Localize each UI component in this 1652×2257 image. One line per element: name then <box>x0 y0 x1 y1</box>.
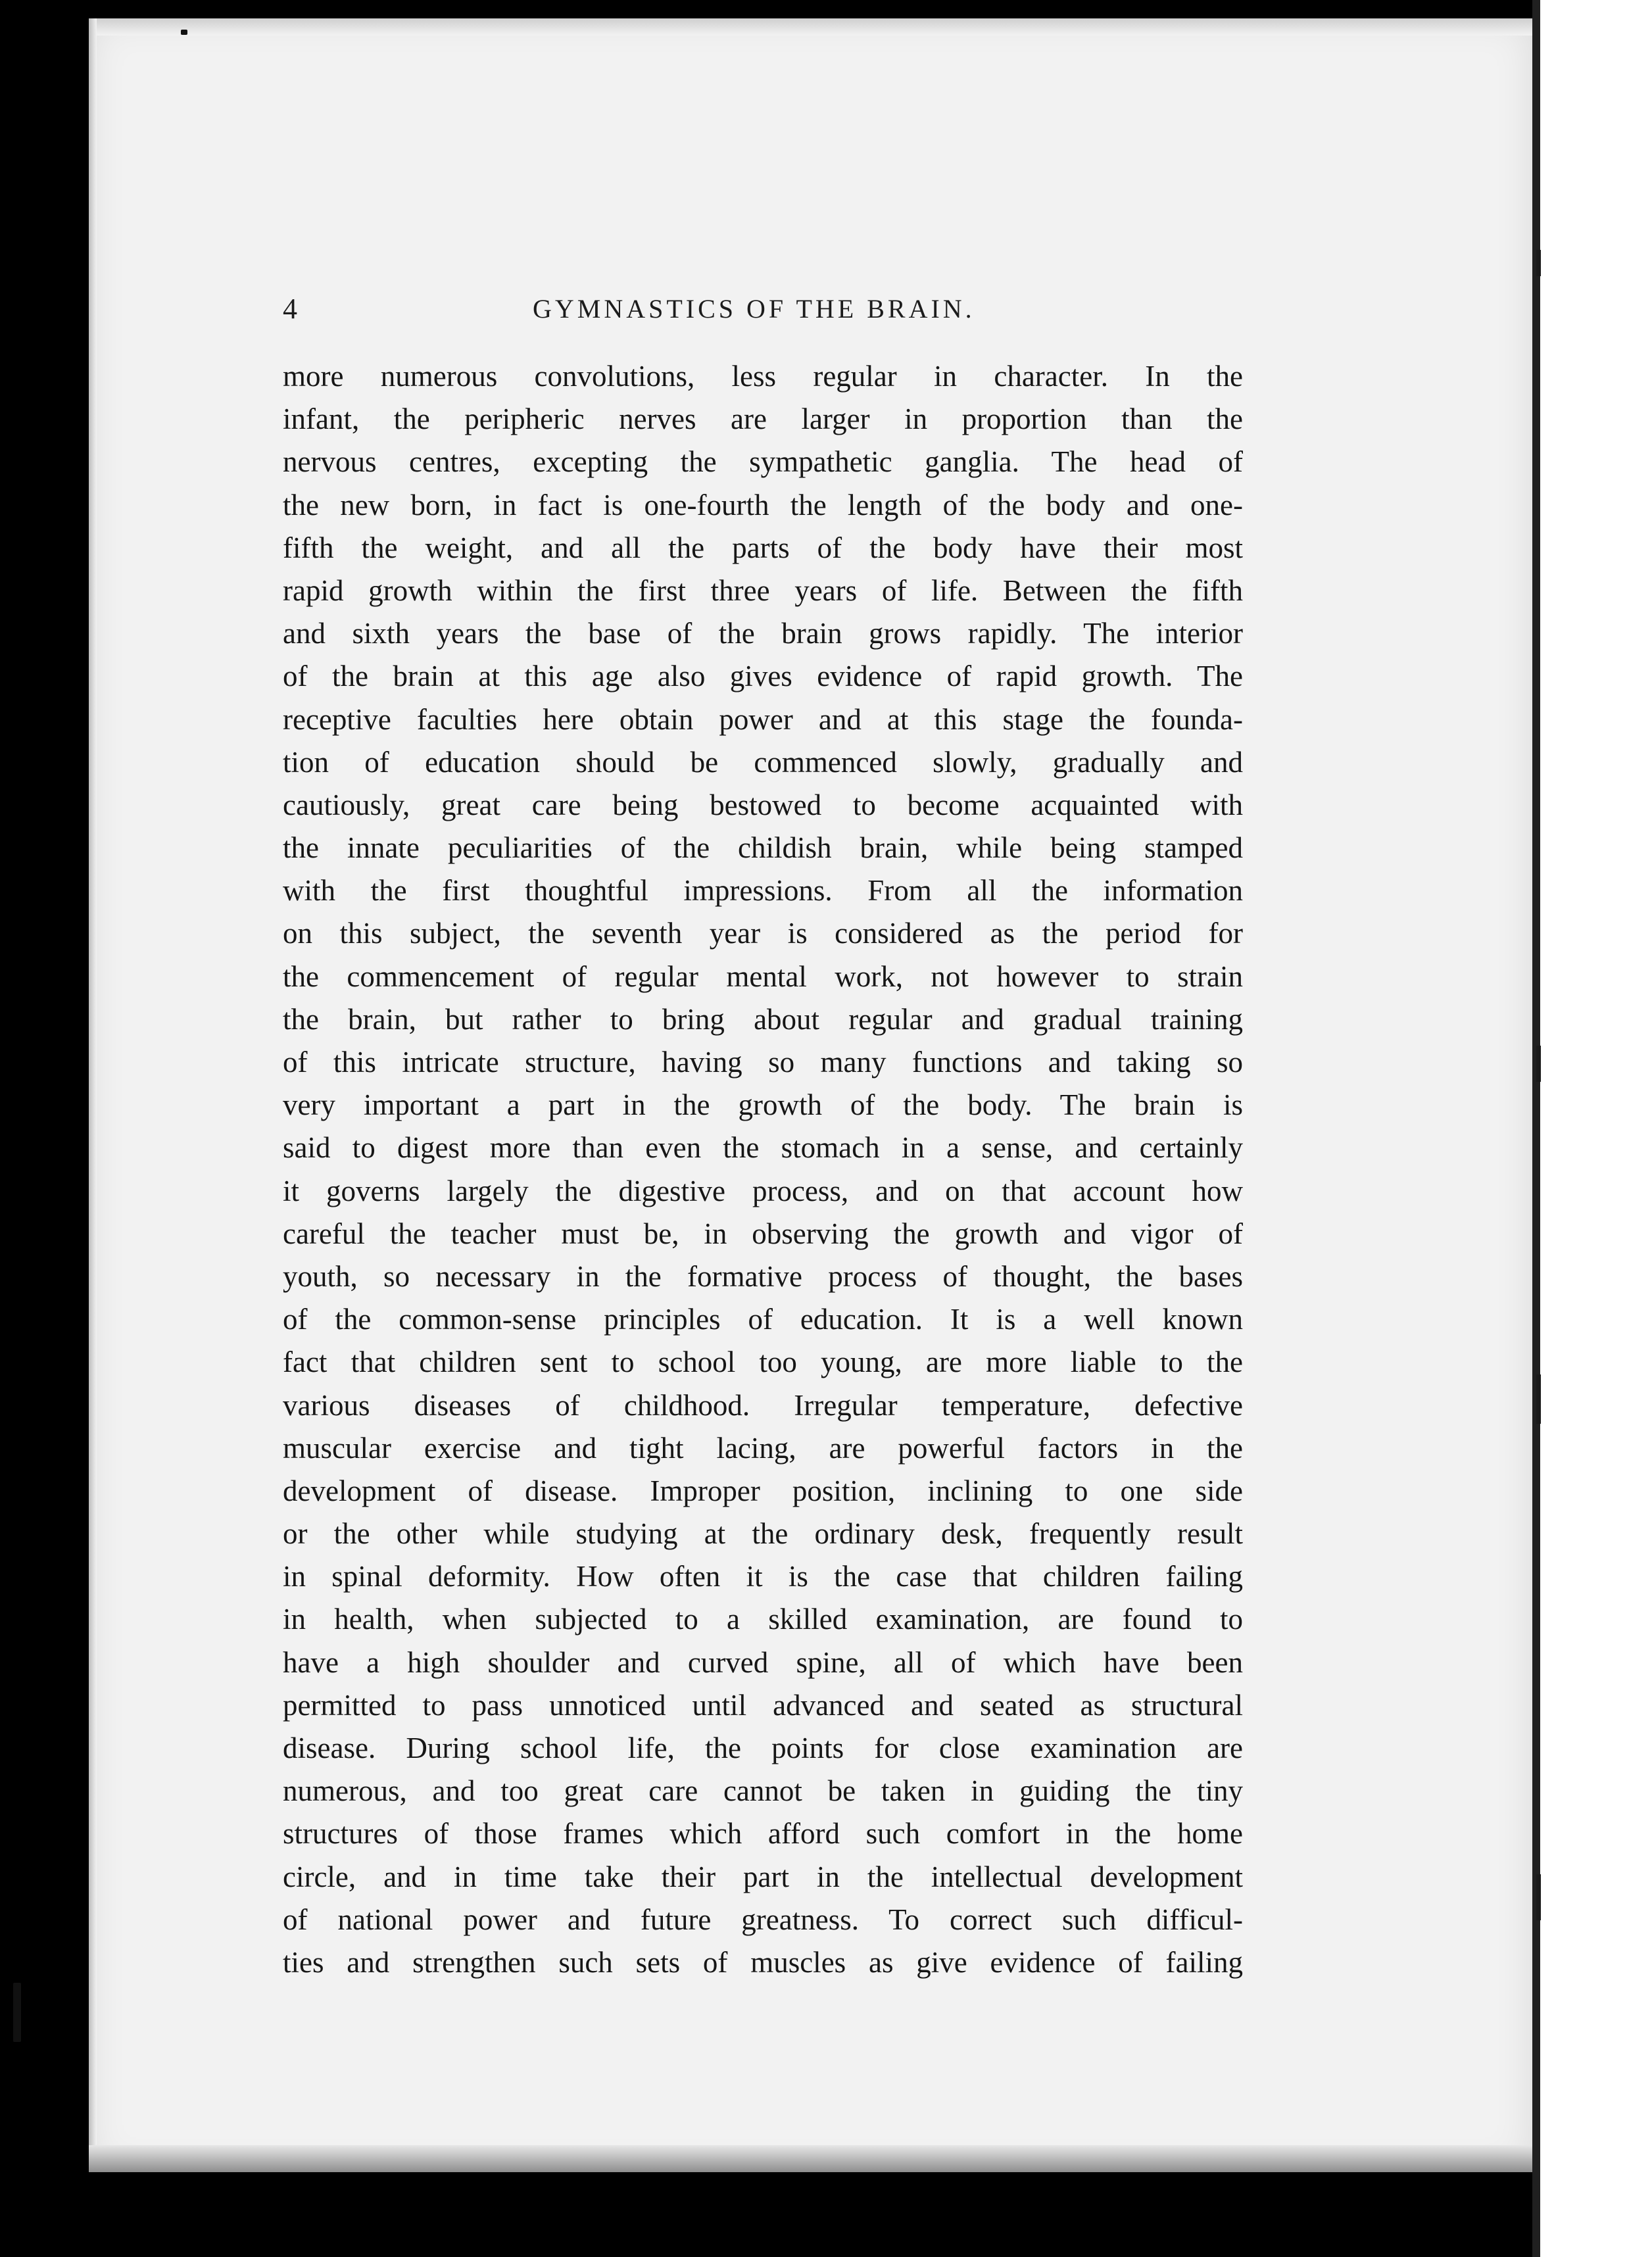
text-line: cautiously, great care being bestowed to become acquainted with <box>283 788 1243 821</box>
page-left-edge <box>89 18 97 2172</box>
text-line: disease. During school life, the points for close examination are <box>283 1732 1243 1764</box>
text-line: structures of those frames which afford such comfort in the home <box>283 1817 1243 1851</box>
text-line: very important a part in the growth of the body. The brain is <box>283 1088 1243 1122</box>
text-line: in health, when subjected to a skilled examination, are found to <box>283 1603 1243 1636</box>
text-line: nervous centres, excepting the sympathetic ganglia. The head of <box>283 445 1243 479</box>
text-line: circle, and in time take their part in the intellectual development <box>283 1860 1243 1893</box>
text-line: with the first thoughtful impressions. From all the information <box>283 874 1243 908</box>
page-top-shadow <box>89 18 1532 36</box>
text-line: fifth the weight, and all the parts of the body have their most <box>283 531 1243 564</box>
text-line: youth, so necessary in the formative process of thought, the bases <box>283 1259 1243 1293</box>
text-line: fact that children sent to school too young, are more liable to the <box>283 1346 1243 1379</box>
text-line: development of disease. Improper position, inclining to one side <box>283 1474 1243 1507</box>
text-line: the brain, but rather to bring about regular and gradual training <box>283 1002 1243 1036</box>
left-edge-speck <box>13 1983 21 2042</box>
text-line: of the brain at this age also gives evidence of rapid growth. The <box>283 660 1243 693</box>
page-speck <box>181 30 187 35</box>
text-line: infant, the peripheric nerves are larger in proportion than the <box>283 402 1243 436</box>
binding-mark <box>1536 1046 1541 1082</box>
text-line: on this subject, the seventh year is considered as the period for <box>283 917 1243 950</box>
text-line: various diseases of childhood. Irregular temperature, defective <box>283 1388 1243 1422</box>
text-line: receptive faculties here obtain power and at this stage the founda- <box>283 702 1243 736</box>
text-line: numerous, and too great care cannot be taken in guiding the tiny <box>283 1774 1243 1808</box>
text-line: permitted to pass unnoticed until advanced and seated as structural <box>283 1688 1243 1722</box>
running-head <box>283 289 1243 329</box>
text-line: muscular exercise and tight lacing, are powerful factors in the <box>283 1431 1243 1465</box>
right-scan-margin <box>1532 0 1652 2257</box>
text-line: and sixth years the base of the brain grows rapidly. The interior <box>283 617 1243 650</box>
text-line: said to digest more than even the stomach in a sense, and certainly <box>283 1131 1243 1165</box>
text-line: careful the teacher must be, in observing the growth and vigor of <box>283 1217 1243 1250</box>
text-line: tion of education should be commenced slowly, gradually and <box>283 745 1243 779</box>
text-line: of national power and future greatness. To correct such difficul- <box>283 1903 1243 1936</box>
text-line: in spinal deformity. How often it is the case that children failing <box>283 1560 1243 1593</box>
text-line: the commencement of regular mental work, not however to strain <box>283 959 1243 993</box>
text-line: more numerous convolutions, less regular in character. In the <box>283 360 1243 393</box>
page-bottom-edge <box>89 2145 1532 2172</box>
text-line: the innate peculiarities of the childish brain, while being stamped <box>283 831 1243 865</box>
text-line: have a high shoulder and curved spine, all of which have been <box>283 1645 1243 1679</box>
text-line: the new born, in fact is one-fourth the length of the body and one- <box>283 488 1243 522</box>
body-text <box>283 355 1243 1984</box>
text-line: of this intricate structure, having so many functions and taking so <box>283 1046 1243 1079</box>
text-line: or the other while studying at the ordinary desk, frequently result <box>283 1517 1243 1551</box>
binding-mark <box>1536 1874 1541 1920</box>
text-line: of the common-sense principles of education. It is a well known <box>283 1303 1243 1336</box>
text-line: it governs largely the digestive process, and on that account how <box>283 1174 1243 1207</box>
binding-mark <box>1536 250 1541 276</box>
running-title: GYMNASTICS OF THE BRAIN. <box>533 294 975 324</box>
text-line: ties and strengthen such sets of muscles as give evidence of failing <box>283 1945 1243 1979</box>
text-line: rapid growth within the first three years of life. Between the fifth <box>283 573 1243 607</box>
binding-mark <box>1536 1374 1541 1424</box>
page-number: 4 <box>283 293 297 325</box>
